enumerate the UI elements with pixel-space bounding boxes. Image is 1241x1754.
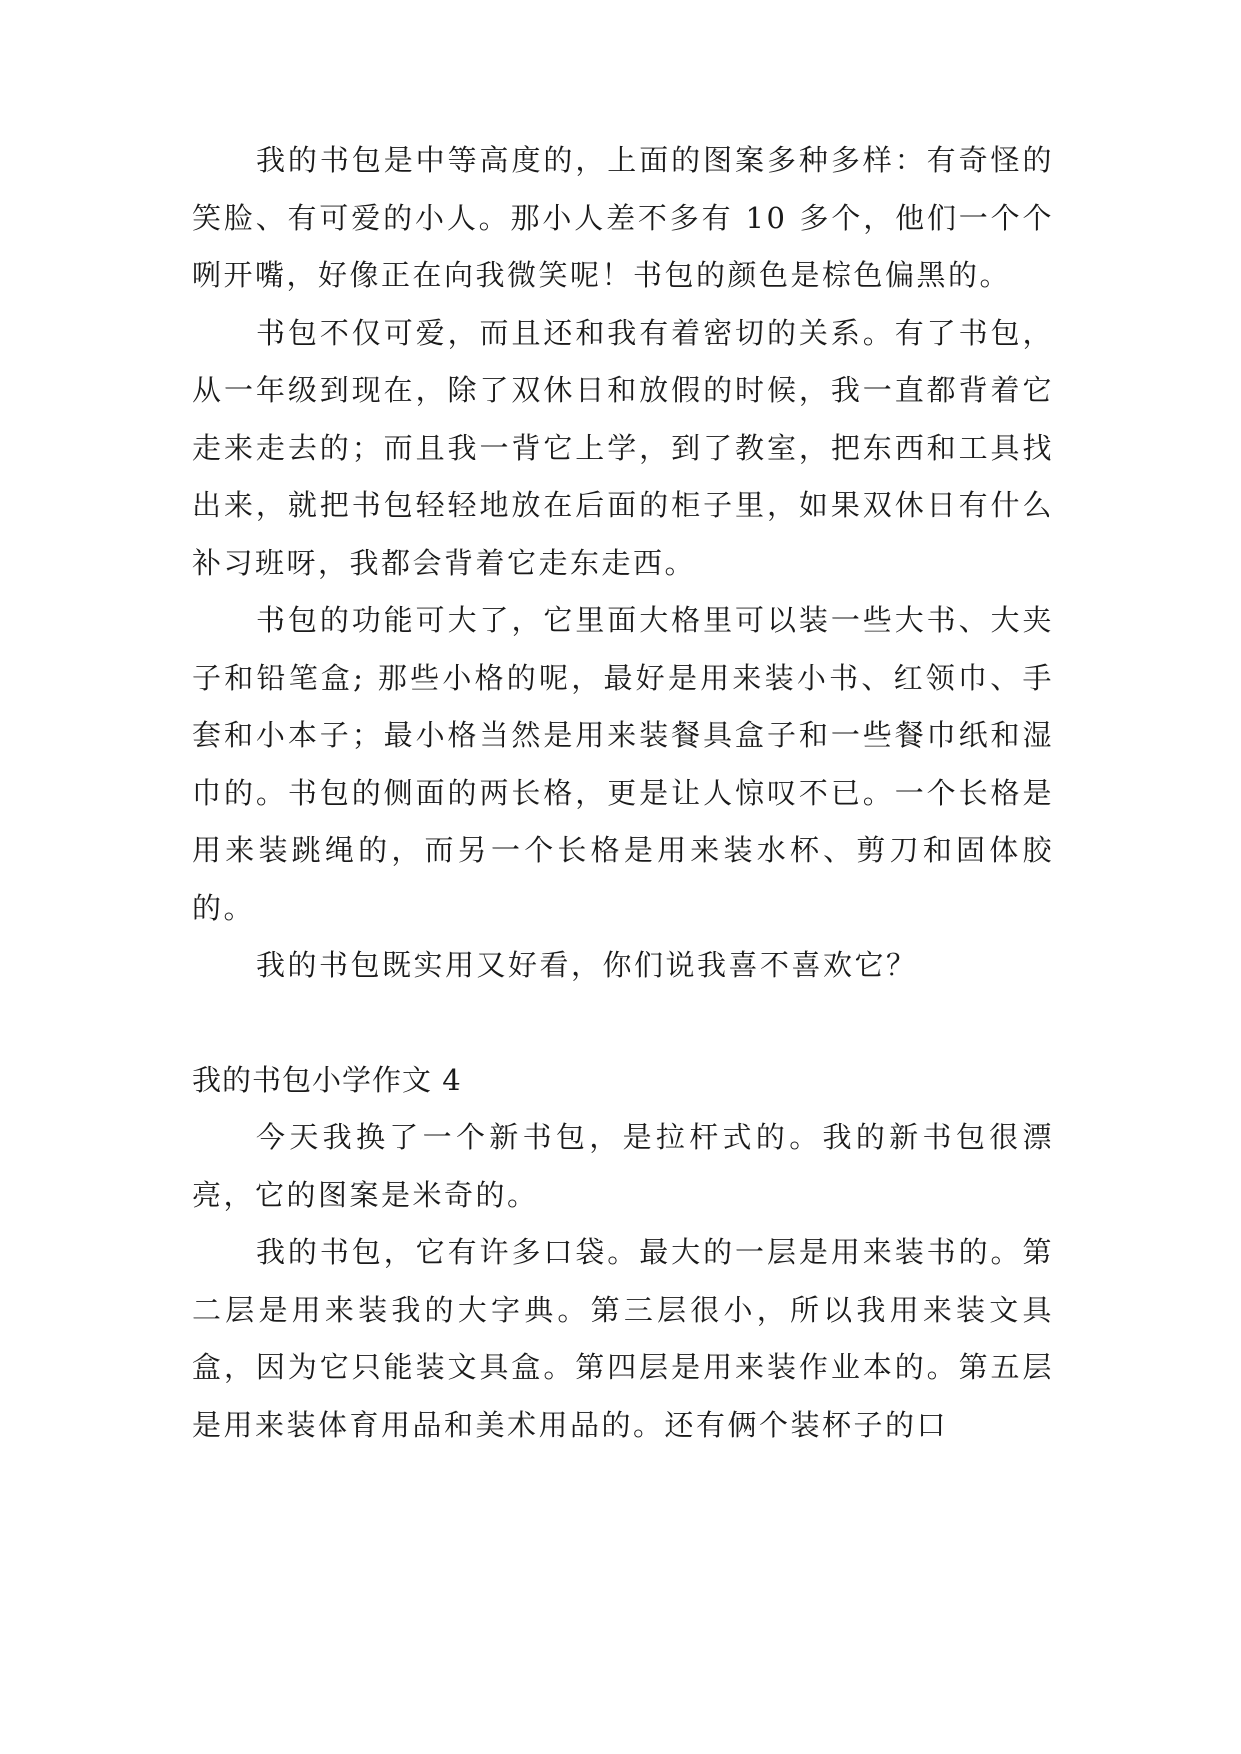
section-title: 我的书包小学作文 4 [192, 1062, 462, 1097]
paragraph-4: 我的书包既实用又好看，你们说我喜不喜欢它？ [256, 948, 918, 982]
paragraph-5: 今天我换了一个新书包，是拉杆式的。我的新书包很漂亮，它的图案是米奇的。 [192, 1120, 1054, 1212]
paragraph-2: 书包不仅可爱，而且还和我有着密切的关系。有了书包，从一年级到现在，除了双休日和放假的时候，我一直都背着它走来走去的；而且我一背它上学，到了教室，把东西和工具找出来，就把书包轻轻地放在后面的柜子里，如果双休日有什么补习班呀，我都会背着它走东走西。 [192, 315, 1054, 580]
paragraph-3: 书包的功能可大了，它里面大格里可以装一些大书、大夹子和铅笔盒; 那些小格的呢，最好是用来装小书、红领巾、手套和小本子；最小格当然是用来装餐具盒子和一些餐巾纸和湿巾的。书包的侧面的两长格，更是让人惊叹不已。一个长格是用来装跳绳的，而另一个长格是用来装水杯、剪刀和固体胶的。 [192, 603, 1054, 925]
paragraph-6: 我的书包，它有许多口袋。最大的一层是用来装书的。第二层是用来装我的大字典。第三层很小，所以我用来装文具盒，因为它只能装文具盒。第四层是用来装作业本的。第五层是用来装体育用品和美术用品的。还有俩个装杯子的口 [192, 1235, 1054, 1442]
paragraph-1: 我的书包是中等高度的，上面的图案多种多样：有奇怪的笑脸、有可爱的小人。那小人差不多有 10 多个，他们一个个咧开嘴，好像正在向我微笑呢！书包的颜色是棕色偏黑的。 [192, 143, 1054, 292]
essay-body [192, 132, 1054, 1454]
